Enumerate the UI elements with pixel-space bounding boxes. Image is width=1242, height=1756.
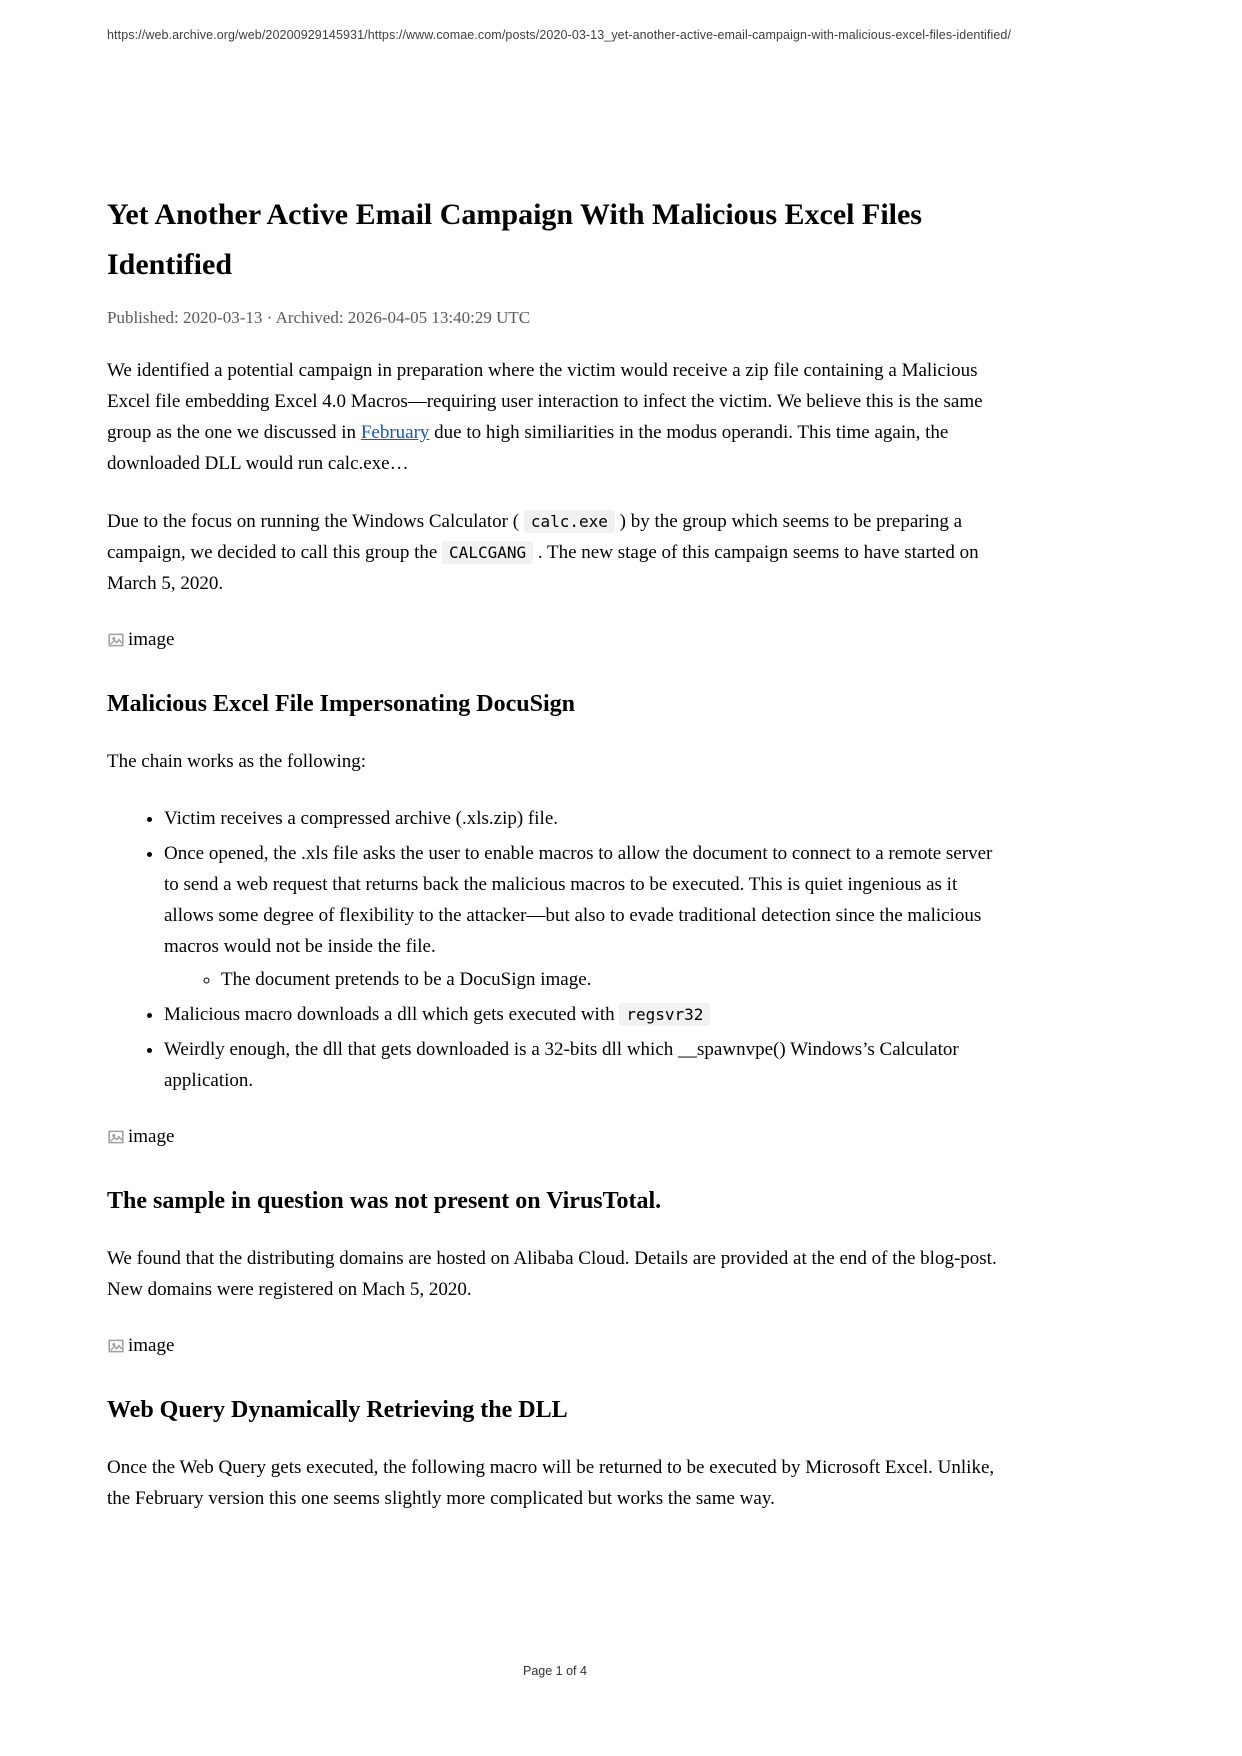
list-subitem-text: The document pretends to be a DocuSign image.: [221, 969, 592, 990]
virustotal-paragraph: We found that the distributing domains are hosted on Alibaba Cloud. Details are provided at the end of the blog-post. New domains were registered on Mach 5, 2020.: [107, 1248, 997, 1300]
section-heading-docusign: Malicious Excel File Impersonating DocuSign: [107, 691, 575, 717]
chain-list: [107, 803, 1003, 1096]
broken-image-icon: [107, 631, 125, 649]
list-item-text: Once opened, the .xls file asks the user to enable macros to allow the document to connect to a remote server to send a web request that returns back the malicious macros to be executed. This is quiet ingenious as it allows some degree of flexibility to the attacker—but also to evade traditional detection since the malicious macros would not be inside the file.: [164, 843, 993, 957]
webquery-paragraph: Once the Web Query gets executed, the following macro will be returned to be executed by Microsoft Excel. Unlike, the February version this one seems slightly more complicated but works the same way.: [107, 1457, 995, 1509]
image-alt-text: image: [128, 1335, 175, 1356]
intro-text-after: due to high similiarities in the modus operandi. This time again, the downloaded DLL would run calc.exe…: [107, 422, 949, 474]
article-meta: Published: 2020-03-13 · Archived: 2026-04-05 13:40:29 UTC: [107, 308, 531, 327]
intro-text-before: We identified a potential campaign in preparation where the victim would receive a zip file containing a Malicious Excel file embedding Excel 4.0 Macros—requiring user interaction to infect the victim. We believe this is the same group as the one we discussed in: [107, 360, 983, 443]
page-title: Yet Another Active Email Campaign With Malicious Excel Files Identified: [107, 198, 922, 281]
list-item: [164, 1034, 1003, 1096]
image-alt-text: image: [128, 629, 175, 650]
calcgang-text-3: . The new stage of this campaign seems to have started on March 5, 2020.: [107, 542, 979, 594]
broken-image-placeholder-1: [107, 629, 1003, 651]
broken-image-placeholder-3: [107, 1335, 1003, 1357]
list-subitem: [221, 964, 1003, 995]
image-alt-text: image: [128, 1126, 175, 1147]
intro-paragraph: [107, 355, 1003, 479]
inline-code-regsvr32: regsvr32: [619, 1003, 710, 1026]
broken-image-icon: [107, 1337, 125, 1355]
list-item-text: Victim receives a compressed archive (.xls.zip) file.: [164, 808, 558, 829]
february-link[interactable]: February: [360, 422, 430, 443]
section-heading-virustotal: The sample in question was not present on VirusTotal.: [107, 1188, 662, 1214]
list-item: [164, 803, 1003, 834]
article-content: [107, 0, 1012, 1514]
broken-image-icon: [107, 1128, 125, 1146]
list-item-text: Malicious macro downloads a dll which gets executed with: [164, 1004, 620, 1025]
chain-sublist: [164, 964, 1003, 995]
inline-code-calc-exe: calc.exe: [524, 510, 615, 533]
chain-intro-paragraph: The chain works as the following:: [107, 751, 367, 772]
section-heading-webquery: Web Query Dynamically Retrieving the DLL: [107, 1397, 568, 1423]
calcgang-paragraph: [107, 506, 1003, 599]
page-number-footer: Page 1 of 4: [523, 1664, 587, 1678]
calcgang-text-2: ) by the group which seems to be preparing a campaign, we decided to call this group the: [107, 511, 963, 563]
calcgang-text-1: Due to the focus on running the Windows Calculator (: [107, 511, 524, 532]
print-header-url: https://web.archive.org/web/20200929145931/https://www.comae.com/posts/2020-03-13_yet-another-active-email-campaign-with-malicious-excel-files-identified/: [107, 28, 1012, 42]
list-item-text: Weirdly enough, the dll that gets downloaded is a 32-bits dll which __spawnvpe() Windows’s Calculator application.: [164, 1039, 959, 1091]
list-item: [164, 838, 1003, 995]
broken-image-placeholder-2: [107, 1126, 1003, 1148]
list-item: [164, 999, 1003, 1030]
inline-code-calcgang: CALCGANG: [442, 541, 533, 564]
